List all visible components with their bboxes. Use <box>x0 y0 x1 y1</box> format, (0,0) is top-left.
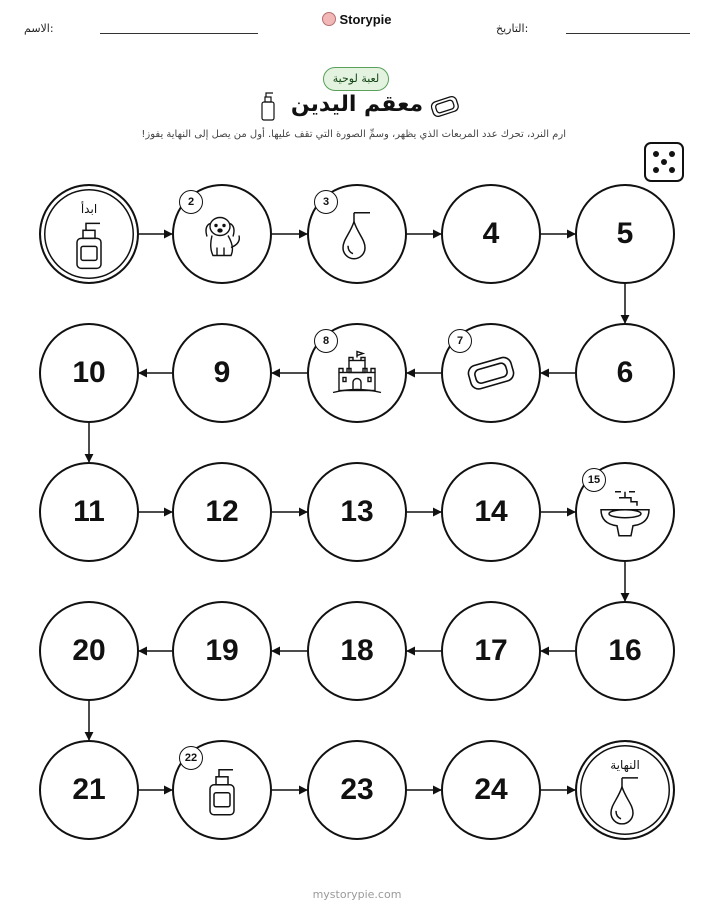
space-number-badge: 7 <box>448 329 472 353</box>
sandcastle-icon <box>331 351 383 401</box>
board-space[interactable] <box>575 601 675 701</box>
hand-sanitizer-icon <box>205 765 239 821</box>
board-space[interactable] <box>172 601 272 701</box>
board-space[interactable] <box>441 601 541 701</box>
space-number: 6 <box>616 356 634 389</box>
board-space[interactable] <box>307 740 407 840</box>
space-number: 16 <box>608 634 642 667</box>
date-label: التاريخ: <box>496 22 529 35</box>
dog-icon <box>199 212 245 262</box>
board-space[interactable] <box>39 323 139 423</box>
space-number: 21 <box>72 773 106 806</box>
start-label: ابدأ <box>80 202 98 216</box>
start-space[interactable] <box>39 184 139 284</box>
board-space[interactable] <box>307 323 407 423</box>
space-number-badge: 15 <box>582 468 606 492</box>
board-space[interactable] <box>39 601 139 701</box>
board-space[interactable] <box>307 462 407 562</box>
space-number: 10 <box>72 356 106 389</box>
board-space[interactable] <box>39 740 139 840</box>
footer-url: mystorypie.com <box>312 888 402 901</box>
board-space[interactable] <box>575 323 675 423</box>
space-number: 19 <box>205 634 239 667</box>
sanitizer-drop-icon <box>608 775 642 829</box>
space-number: 20 <box>72 634 106 667</box>
board-space[interactable] <box>441 740 541 840</box>
board-space[interactable] <box>441 184 541 284</box>
space-number-badge: 2 <box>179 190 203 214</box>
board-space[interactable] <box>575 462 675 562</box>
space-number: 14 <box>474 495 508 528</box>
finish-space[interactable] <box>575 740 675 840</box>
sanitizer-drop-icon <box>340 210 374 264</box>
space-number: 4 <box>482 217 500 250</box>
board-space[interactable] <box>172 323 272 423</box>
board-space[interactable] <box>441 323 541 423</box>
soap-bar-icon <box>464 353 518 397</box>
space-number-badge: 8 <box>314 329 338 353</box>
board-space[interactable] <box>172 462 272 562</box>
hand-sanitizer-icon <box>72 218 106 274</box>
space-number: 23 <box>340 773 374 806</box>
footer <box>0 888 714 901</box>
space-number: 12 <box>205 495 239 528</box>
space-number: 11 <box>73 495 105 528</box>
sink-icon <box>597 488 653 542</box>
board-space[interactable] <box>307 601 407 701</box>
space-number: 9 <box>213 356 231 389</box>
space-number: 24 <box>474 773 508 806</box>
space-number-badge: 22 <box>179 746 203 770</box>
space-number: 18 <box>340 634 374 667</box>
space-number: 5 <box>616 217 634 250</box>
name-label: الاسم: <box>24 22 54 35</box>
board-space[interactable] <box>172 740 272 840</box>
board-space[interactable] <box>441 462 541 562</box>
finish-label: النهاية <box>610 758 640 772</box>
board-space[interactable] <box>172 184 272 284</box>
board-space[interactable] <box>575 184 675 284</box>
page-title: معقم اليدين <box>290 92 424 117</box>
board-space[interactable] <box>307 184 407 284</box>
instructions: ارم النرد، تحرك عدد المربعات الذي يظهر، وسمِّ الصورة التي تقف عليها. أول من يصل إلى النهاية يفوز! <box>141 129 566 140</box>
space-number: 17 <box>474 634 508 667</box>
board-space[interactable] <box>39 462 139 562</box>
brand-name: Storypie <box>339 12 392 27</box>
space-number-badge: 3 <box>314 190 338 214</box>
space-number: 13 <box>340 495 374 528</box>
game-type-badge: لعبة لوحية <box>323 67 389 91</box>
